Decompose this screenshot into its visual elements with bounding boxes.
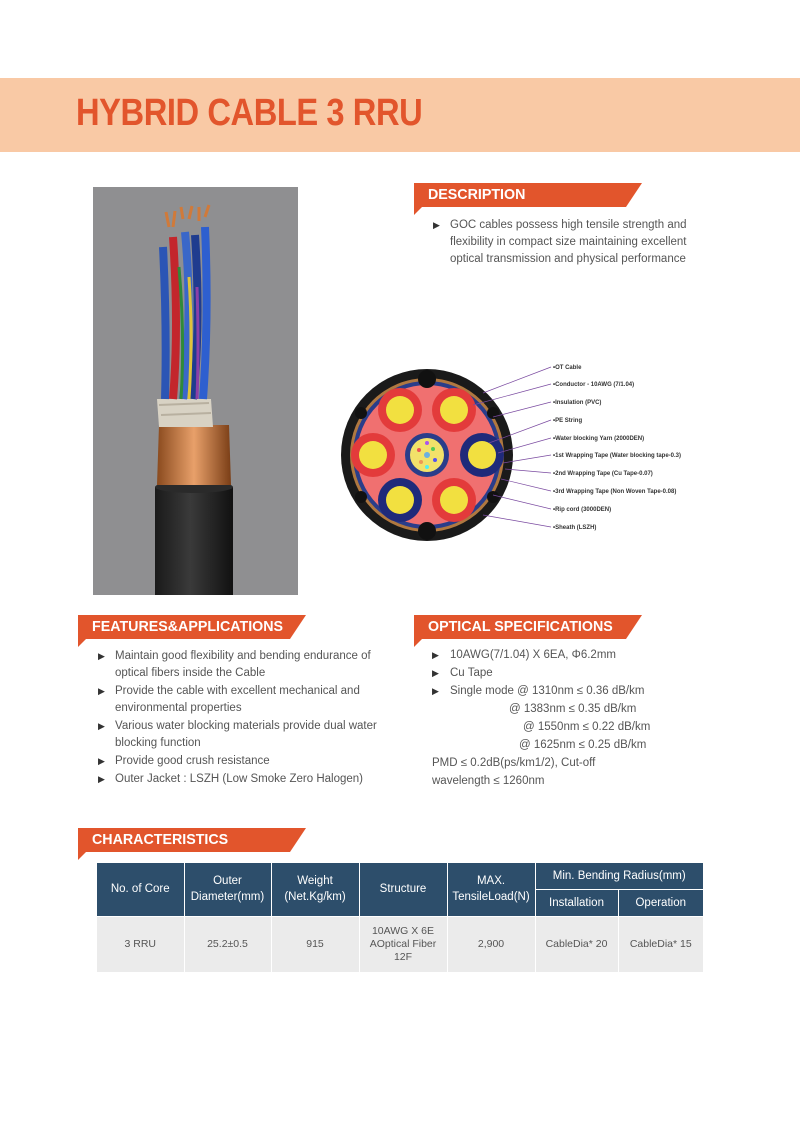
cell-operation: CableDia* 15 (618, 916, 703, 972)
spec-line: @ 1383nm ≤ 0.35 dB/km (509, 703, 637, 715)
header-outer-diameter: Outer Diameter(mm) (184, 863, 271, 916)
features-list (98, 648, 383, 789)
cs-label: •1st Wrapping Tape (Water blocking tape-0.3) (553, 453, 682, 459)
header-structure: Structure (359, 863, 447, 916)
spec-line: ▶ Cu Tape (432, 664, 752, 682)
list-item: ▶ Provide good crush resistance (98, 753, 383, 770)
spec-line: wavelength ≤ 1260nm (432, 775, 545, 787)
table-row (97, 916, 703, 972)
cell-no-core: 3 RRU (97, 916, 184, 972)
cs-label: •Conductor - 10AWG (7/1.04) (553, 382, 635, 388)
page-title: HYBRID CABLE 3 RRU (76, 92, 423, 134)
cs-label: •Rip cord (3000DEN) (553, 507, 612, 513)
cs-label: •Water blocking Yarn (2000DEN) (553, 436, 645, 442)
spec-line: ▶ Single mode @ 1310nm ≤ 0.36 dB/km (432, 682, 752, 700)
features-heading-text: FEATURES&APPLICATIONS (92, 618, 284, 635)
header-operation: Operation (618, 889, 703, 916)
optical-specs (432, 646, 752, 790)
description-heading-text: DESCRIPTION (428, 186, 526, 203)
header-bending: Min. Bending Radius(mm) (535, 863, 703, 889)
cell-outer-diameter: 25.2±0.5 (184, 916, 271, 972)
list-item: ▶ GOC cables possess high tensile strength and flexibility in compact size maintaining excellent optical transmission and physical performance (433, 217, 693, 268)
cs-label: •2nd Wrapping Tape (Cu Tape-0.07) (553, 471, 653, 477)
spec-line: @ 1550nm ≤ 0.22 dB/km (523, 721, 651, 733)
cell-weight: 915 (271, 916, 359, 972)
characteristics-heading-text: CHARACTERISTICS (92, 831, 229, 848)
header-installation: Installation (535, 889, 618, 916)
cell-max-load: 2,900 (447, 916, 535, 972)
cs-label: •PE String (553, 418, 583, 424)
characteristics-table (97, 863, 703, 972)
cell-structure: 10AWG X 6E AOptical Fiber 12F (359, 916, 447, 972)
list-item: ▶ Provide the cable with excellent mechanical and environmental properties (98, 683, 383, 717)
cable-cross-section (333, 355, 733, 555)
header-weight: Weight (Net.Kg/km) (271, 863, 359, 916)
list-item: ▶ Outer Jacket : LSZH (Low Smoke Zero Halogen) (98, 771, 383, 788)
header-max-load: MAX. TensileLoad(N) (447, 863, 535, 916)
optical-heading-text: OPTICAL SPECIFICATIONS (428, 618, 613, 635)
spec-line: @ 1625nm ≤ 0.25 dB/km (519, 739, 647, 751)
optical-heading (414, 615, 626, 639)
cs-label: •Insulation (PVC) (553, 400, 602, 406)
cs-label: •3rd Wrapping Tape (Non Woven Tape-0.08) (553, 489, 677, 495)
list-item: ▶ Various water blocking materials provide dual water blocking function (98, 718, 383, 752)
description-list (433, 217, 693, 269)
characteristics-heading (78, 828, 290, 852)
cell-installation: CableDia* 20 (535, 916, 618, 972)
cs-label: •Sheath (LSZH) (553, 525, 597, 531)
cs-label: •OT Cable (553, 365, 582, 371)
spec-line: ▶ 10AWG(7/1.04) X 6EA, Φ6.2mm (432, 646, 752, 664)
cable-photo (93, 187, 298, 595)
list-item: ▶ Maintain good flexibility and bending endurance of optical fibers inside the Cable (98, 648, 383, 682)
features-heading (78, 615, 290, 639)
description-heading (414, 183, 626, 207)
spec-line: PMD ≤ 0.2dB(ps/km1/2), Cut-off (432, 757, 596, 769)
header-no-core: No. of Core (97, 863, 184, 916)
